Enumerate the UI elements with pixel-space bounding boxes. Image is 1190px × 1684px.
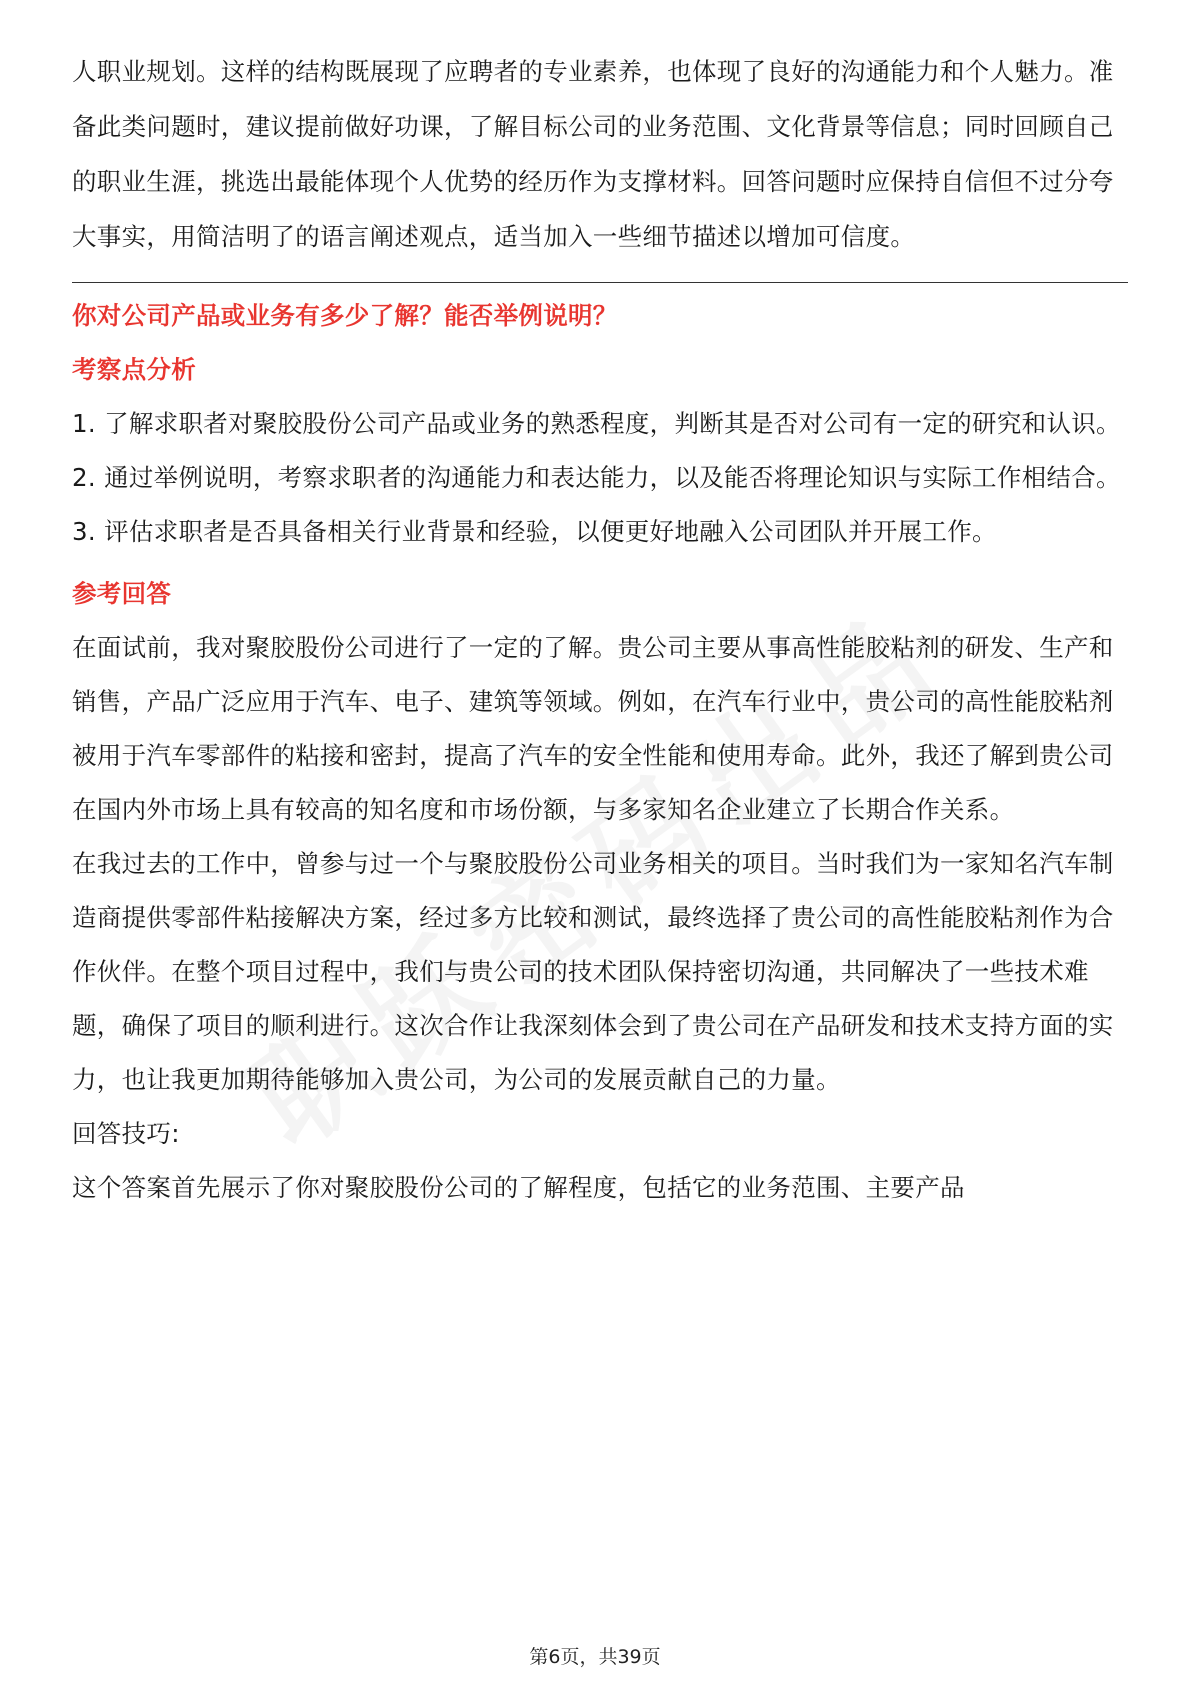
intro-paragraph: 人职业规划。这样的结构既展现了应聘者的专业素养，也体现了良好的沟通能力和个人魅力。准备此类问题时，建议提前做好功课，了解目标公司的业务范围、文化背景等信息；同时回顾自己的职业生涯，挑选出最能体现个人优势的经历作为支撑材料。回答问题时应保持自信但不过分夸大事实，用简洁明了的语言阐述观点，适当加入一些细节描述以增加可信度。: [72, 57, 1114, 251]
analysis-heading: 考察点分析: [72, 355, 196, 384]
content-area: [72, 44, 1128, 1215]
page-number: 第6页，共39页: [529, 1646, 661, 1668]
question-title: 你对公司产品或业务有多少了解？能否举例说明？: [72, 301, 618, 330]
analysis-point-2: 2. 通过举例说明，考察求职者的沟通能力和表达能力，以及能否将理论知识与实际工作相结合。: [72, 463, 1121, 492]
tips-heading: 回答技巧:: [72, 1119, 180, 1148]
spacer: [72, 559, 1128, 567]
analysis-point-1: 1. 了解求职者对聚胶股份公司产品或业务的熟悉程度，判断其是否对公司有一定的研究和认识。: [72, 409, 1121, 438]
answer-paragraph-2: 在我过去的工作中，曾参与过一个与聚胶股份公司业务相关的项目。当时我们为一家知名汽车制造商提供零部件粘接解决方案，经过多方比较和测试，最终选择了贵公司的高性能胶粘剂作为合作伙伴。在整个项目过程中，我们与贵公司的技术团队保持密切沟通，共同解决了一些技术难题，确保了项目的顺利进行。这次合作让我深刻体会到了贵公司在产品研发和技术支持方面的实力，也让我更加期待能够加入贵公司，为公司的发展贡献自己的力量。: [72, 849, 1114, 1094]
analysis-point-3: 3. 评估求职者是否具备相关行业背景和经验，以便更好地融入公司团队并开展工作。: [72, 517, 997, 546]
answer-paragraph-1: 在面试前，我对聚胶股份公司进行了一定的了解。贵公司主要从事高性能胶粘剂的研发、生产和销售，产品广泛应用于汽车、电子、建筑等领域。例如，在汽车行业中，贵公司的高性能胶粘剂被用于汽车零部件的粘接和密封，提高了汽车的安全性能和使用寿命。此外，我还了解到贵公司在国内外市场上具有较高的知名度和市场份额，与多家知名企业建立了长期合作关系。: [72, 633, 1114, 824]
tips-paragraph: 这个答案首先展示了你对聚胶股份公司的了解程度，包括它的业务范围、主要产品: [72, 1173, 965, 1202]
section-divider: [72, 282, 1128, 283]
answer-heading: 参考回答: [72, 579, 172, 608]
